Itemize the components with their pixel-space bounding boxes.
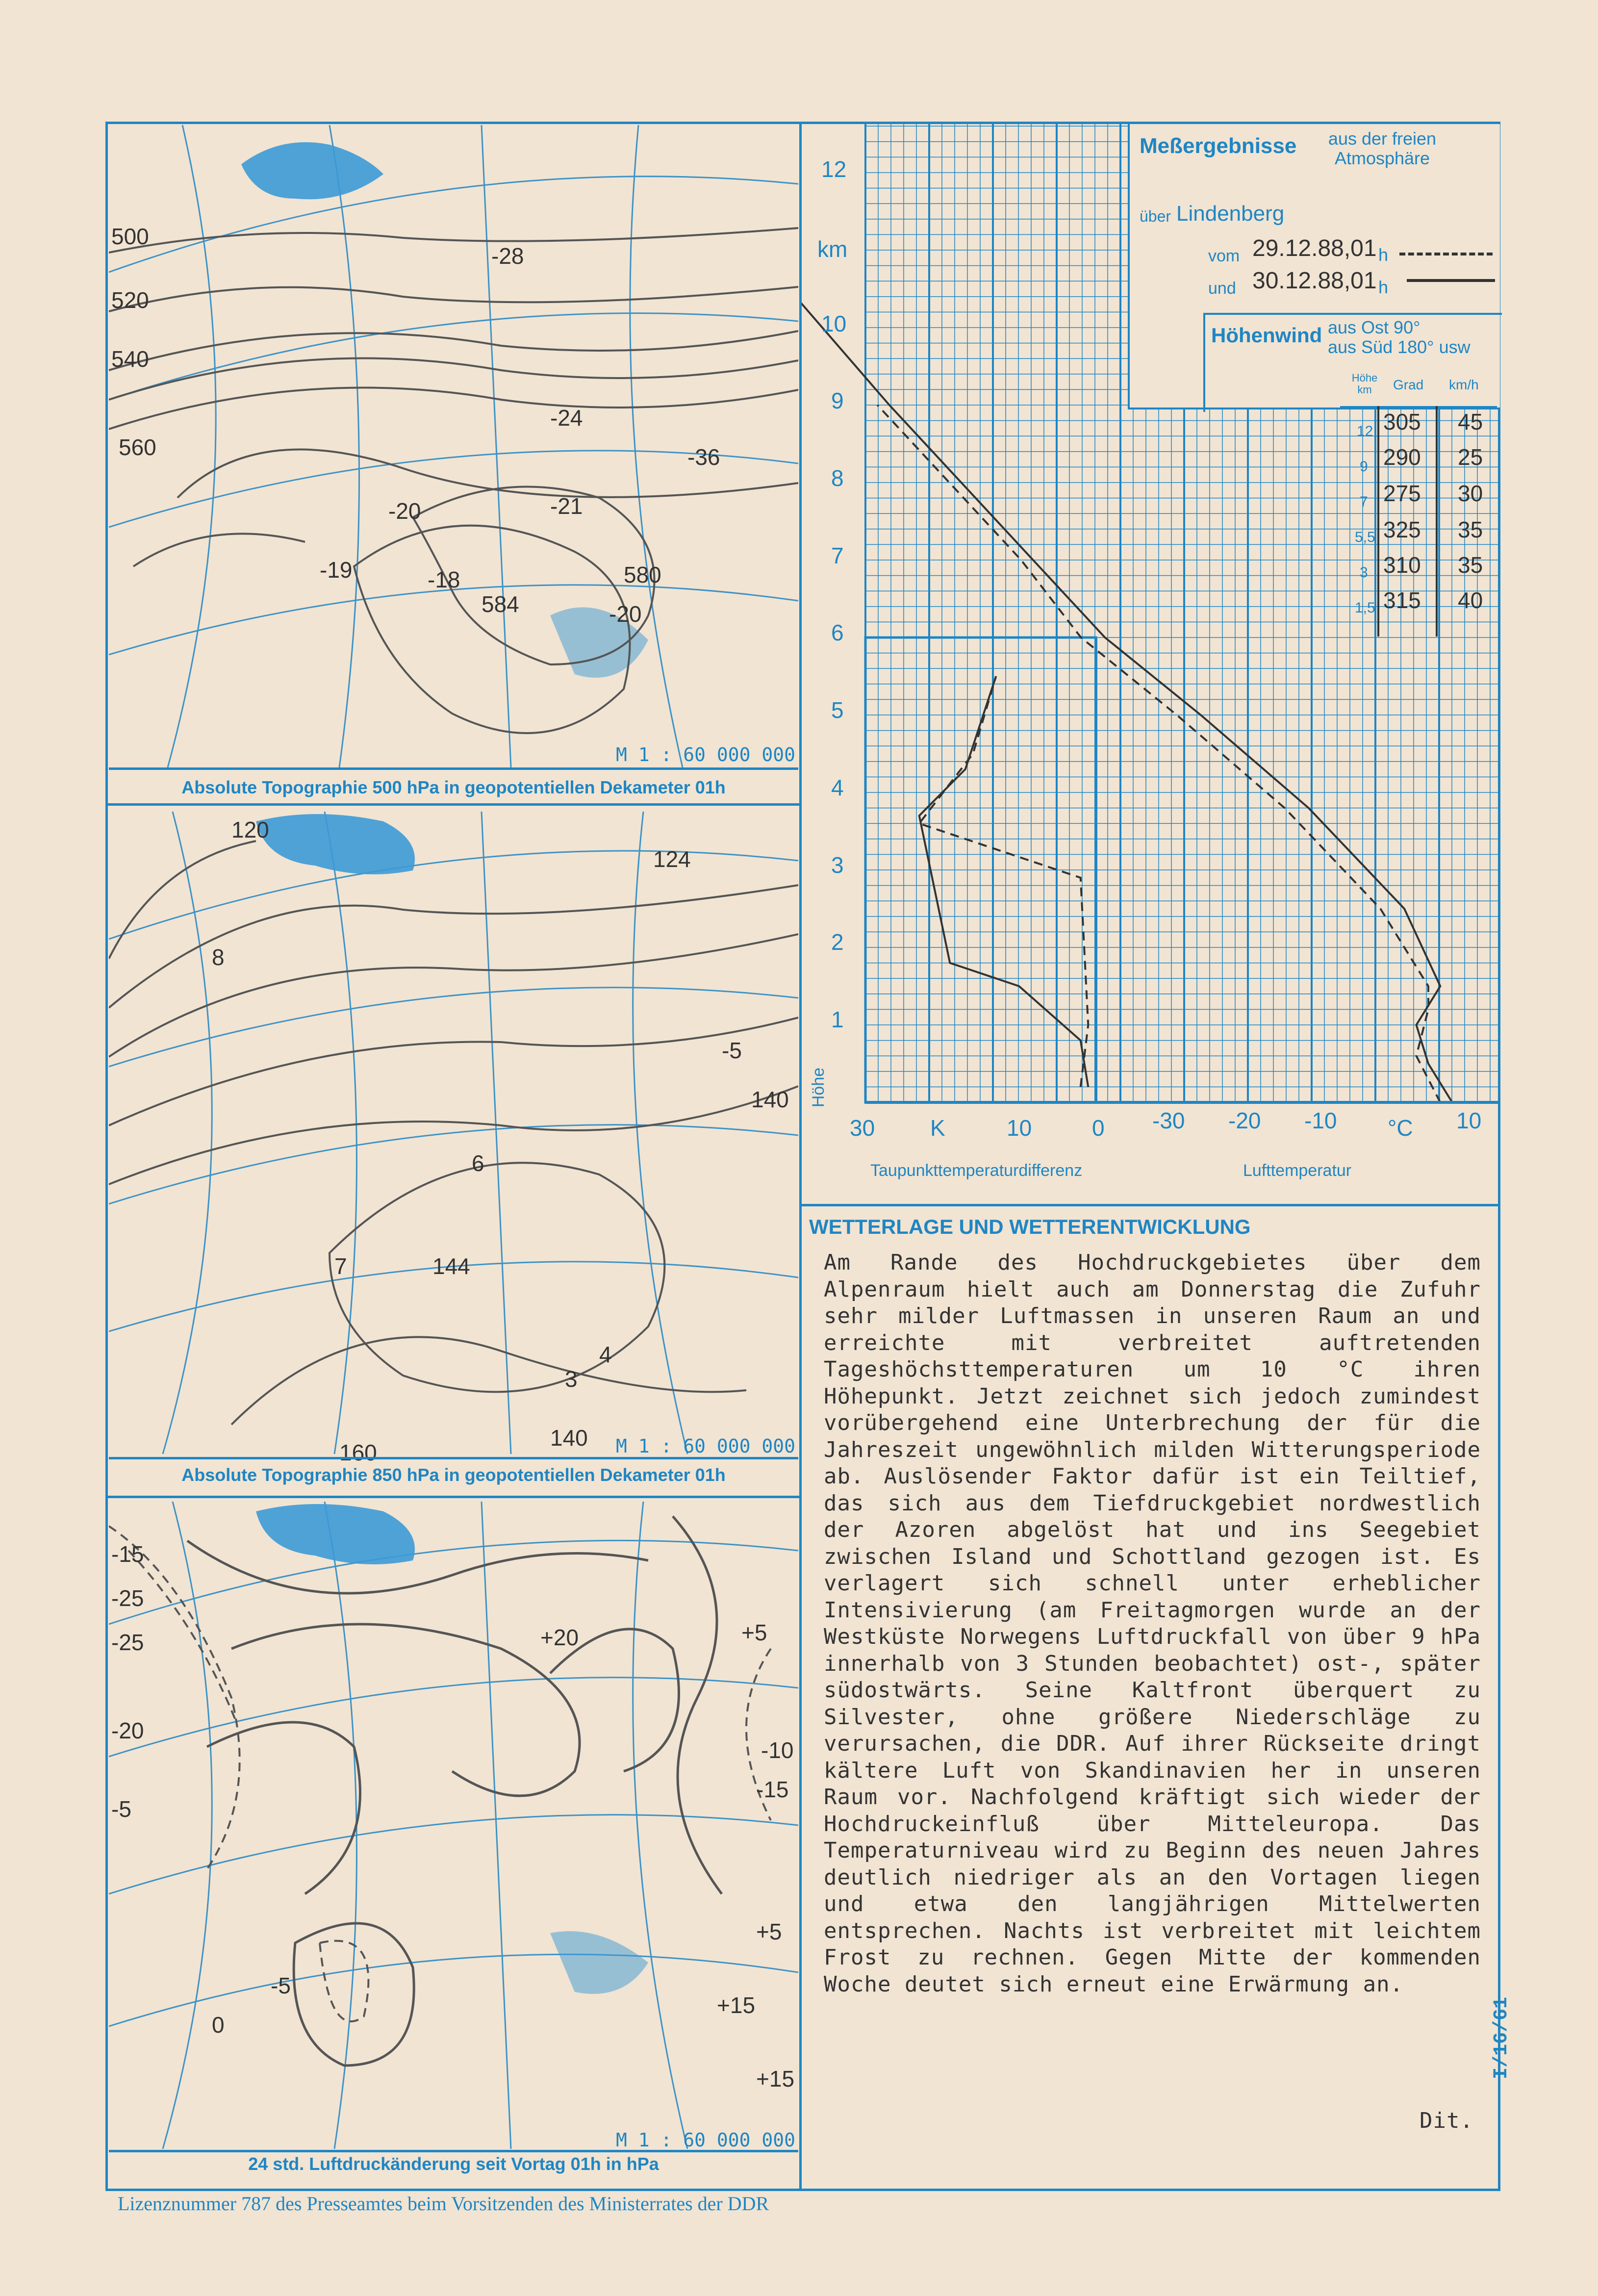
map1-label: 560 — [119, 434, 156, 460]
temp-tick: 10 — [1456, 1108, 1482, 1133]
wind-col-rule — [1436, 406, 1438, 637]
map1-label: -20 — [609, 601, 642, 627]
y-tick: 5 — [831, 697, 844, 723]
dewpoint-tick: 30 — [850, 1115, 875, 1141]
map1-divider — [109, 767, 798, 770]
from-label: vom — [1208, 247, 1240, 265]
map1-label: 584 — [482, 591, 519, 617]
from-date-suffix: h — [1378, 245, 1389, 265]
y-tick: 2 — [831, 929, 844, 955]
station-name: Lindenberg — [1176, 202, 1285, 226]
y-tick: 3 — [831, 852, 844, 878]
station-prefix: über — [1140, 207, 1171, 225]
map2-caption: Absolute Topographie 850 hPa in geopotentiellen Dekameter 01h — [181, 1465, 726, 1485]
map1-label: 500 — [111, 224, 149, 249]
map-500hpa — [109, 125, 798, 807]
map1-label: 540 — [111, 346, 149, 372]
dewpoint-tick: K — [930, 1115, 945, 1141]
map1-label: -20 — [388, 498, 421, 524]
map2-label: 6 — [472, 1150, 484, 1176]
map2-label: 140 — [550, 1425, 588, 1451]
wind-deg: 290 — [1383, 444, 1421, 470]
map3-label: 0 — [212, 2012, 225, 2038]
map2-label: 8 — [212, 944, 225, 970]
map-850hpa — [109, 812, 798, 1493]
map3-label: -25 — [111, 1630, 144, 1655]
wind-height: 5,5 — [1355, 529, 1375, 545]
wind-deg: 275 — [1383, 481, 1421, 506]
sounding-info-box — [1128, 124, 1500, 409]
forecast-divider — [802, 1204, 1498, 1206]
map2-label: 3 — [565, 1366, 578, 1392]
map2-divider — [109, 1457, 798, 1459]
map3-scale: M 1 : 60 000 000 — [615, 2129, 795, 2151]
page-code: I/16/61 — [1491, 1996, 1513, 2079]
y-tick: 8 — [831, 465, 844, 491]
wind-speed: 40 — [1458, 587, 1483, 613]
map3-divider — [109, 2150, 798, 2152]
map1-label: -24 — [550, 405, 583, 431]
wind-speed: 30 — [1458, 481, 1483, 506]
wind-speed: 35 — [1458, 517, 1483, 542]
wind-deg: 315 — [1383, 587, 1421, 613]
map1-label: 520 — [111, 287, 149, 313]
map3-label: -15 — [111, 1541, 144, 1567]
y-tick: 1 — [831, 1007, 844, 1032]
temp-axis-label: Lufttemperatur — [1243, 1161, 1352, 1180]
forecast-body: Am Rande des Hochdruckgebietes über dem Alpenraum hielt auch am Donnerstag die Zufuhr sehr milder Luftmassen in unseren Raum an und erreichte mit verbreitet auftretenden Tageshöchsttemperaturen um 10 °C ihren Höhepunkt. Jetzt zeichnet sich jedoch zumindest vorübergehend eine Unterbrechung der für die Jahreszeit ungewöhnlich milden Witterungsperiode ab. Auslösender Faktor dafür ist ein Teiltief, das sich aus dem Tiefdruckgebiet nordwestlich der Azoren abgelöst hat und ins Seegebiet zwischen Island und Schottland gezogen ist. Es verlagert sich schnell unter erheblicher Intensivierung (am Freitagmorgen wurde an der Westküste Norwegens Luftdruckfall von über 9 hPa innerhalb von 3 Stunden beobachtet) ost-, später südostwärts. Seine Kaltfront überquert zu Silvester, ohne größere Niederschläge zu verursachen, die DDR. Auf ihrer Rückseite dringt kältere Luft von Skandinavien her in unseren Raum vor. Nachfolgend kräftigt sich wieder der Hochdruckeinfluß über Mitteleuropa. Das Temperaturniveau wird zu Beginn des neuen Jahres deutlich niedriger als an den Vortagen liegen und etwa den langjährigen Mittelwerten entsprechen. Nachts ist verbreitet mit leichtem Frost zu rechnen. Gegen Mitte der kommenden Woche deutet sich erneut eine Erwärmung an. — [824, 1250, 1481, 1997]
dewpoint-axis-label: Taupunkttemperaturdifferenz — [870, 1161, 1083, 1180]
wind-height: 3 — [1360, 564, 1368, 581]
wind-note-2: aus Süd 180° usw — [1328, 337, 1471, 357]
y-tick: 9 — [831, 388, 844, 413]
wind-speed: 35 — [1458, 552, 1483, 578]
wind-header-rule — [1340, 406, 1497, 408]
wind-title: Höhenwind — [1211, 324, 1322, 347]
map1-label: -21 — [550, 493, 583, 519]
y-tick: 6 — [831, 620, 844, 645]
map-separator — [105, 1496, 802, 1498]
sounding-title: Meßergebnisse — [1140, 134, 1297, 158]
y-tick: 4 — [831, 775, 844, 800]
temp-tick: -20 — [1228, 1108, 1261, 1133]
wind-speed: 45 — [1458, 409, 1483, 434]
map2-label: 7 — [334, 1253, 347, 1279]
map-pressure-change-drawing — [109, 1502, 798, 2149]
map2-label: 144 — [432, 1253, 470, 1279]
map2-label: -5 — [722, 1038, 742, 1063]
from-date: 29.12.88,01 — [1252, 235, 1377, 261]
wind-col-rule — [1377, 406, 1379, 637]
map2-label: 124 — [653, 846, 691, 872]
wind-header-kmh: km/h — [1449, 377, 1479, 392]
map3-label: +20 — [540, 1625, 579, 1650]
map1-label: -18 — [428, 567, 460, 592]
wind-height: 1,5 — [1355, 600, 1375, 616]
wind-height: 12 — [1357, 423, 1373, 439]
map-850hpa-drawing — [109, 812, 798, 1454]
to-label: und — [1208, 279, 1236, 298]
license-line: Lizenznummer 787 des Presseamtes beim Vorsitzenden des Ministerrates der DDR — [118, 2193, 769, 2215]
wind-header-deg: Grad — [1393, 377, 1424, 392]
map1-label: 580 — [624, 562, 661, 587]
temp-unit: °C — [1388, 1115, 1413, 1141]
dewpoint-tick: 0 — [1092, 1115, 1105, 1141]
wind-height: 9 — [1360, 459, 1368, 475]
map3-label: -25 — [111, 1585, 144, 1611]
to-legend-solid — [1407, 279, 1495, 282]
map3-label: -20 — [111, 1718, 144, 1743]
map1-label: -36 — [687, 444, 720, 470]
forecast-section — [809, 1215, 1483, 2147]
temp-tick: -30 — [1152, 1108, 1185, 1133]
wind-deg: 325 — [1383, 517, 1421, 542]
y-tick: 7 — [831, 543, 844, 568]
wind-deg: 310 — [1383, 552, 1421, 578]
map-separator — [105, 803, 802, 806]
wind-note-1: aus Ost 90° — [1328, 317, 1420, 337]
sounding-title-sub: aus der freien Atmosphäre — [1328, 128, 1437, 168]
map3-label: +15 — [756, 2066, 795, 2092]
wind-height: 7 — [1360, 494, 1368, 510]
wind-speed: 25 — [1458, 444, 1483, 470]
map2-scale: M 1 : 60 000 000 — [615, 1435, 795, 1457]
forecast-title: WETTERLAGE UND WETTERENTWICKLUNG — [809, 1215, 1251, 1238]
y-axis-label: Höhe — [809, 1067, 828, 1108]
to-date: 30.12.88,01 — [1252, 268, 1377, 294]
map2-label: 4 — [599, 1342, 612, 1367]
temp-tick: -10 — [1304, 1108, 1337, 1133]
wind-deg: 305 — [1383, 409, 1421, 434]
map3-label: -10 — [761, 1737, 794, 1763]
map1-label: -28 — [491, 243, 524, 269]
dewpoint-tick: 10 — [1007, 1115, 1032, 1141]
from-legend-dashed — [1399, 253, 1493, 255]
map3-label: -15 — [756, 1777, 789, 1802]
wind-header-height: Höhe km — [1351, 372, 1378, 396]
map1-caption: Absolute Topographie 500 hPa in geopotentiellen Dekameter 01h — [181, 777, 726, 797]
map1-scale: M 1 : 60 000 000 — [615, 744, 795, 765]
map3-label: +5 — [741, 1620, 767, 1645]
map3-caption: 24 std. Luftdruckänderung seit Vortag 01h in hPa — [248, 2154, 659, 2174]
map3-label: -5 — [111, 1796, 131, 1822]
y-tick: 10 — [821, 311, 847, 336]
wind-table — [1351, 369, 1497, 762]
to-date-suffix: h — [1378, 277, 1389, 297]
map3-label: +15 — [717, 1992, 756, 2018]
y-unit: km — [817, 236, 848, 262]
dewpoint-line — [919, 676, 1089, 1087]
map2-label: 120 — [231, 817, 269, 842]
y-tick: 12 — [821, 156, 847, 182]
map2-label: 140 — [751, 1087, 789, 1112]
map3-label: +5 — [756, 1919, 782, 1944]
map3-label: -5 — [271, 1973, 291, 1998]
map2-label: 160 — [339, 1440, 377, 1465]
sounding-panel — [802, 124, 1498, 1203]
forecast-signature: Dit. — [1420, 2108, 1473, 2133]
map-pressure-change — [109, 1502, 798, 2188]
map1-label: -19 — [320, 557, 353, 583]
